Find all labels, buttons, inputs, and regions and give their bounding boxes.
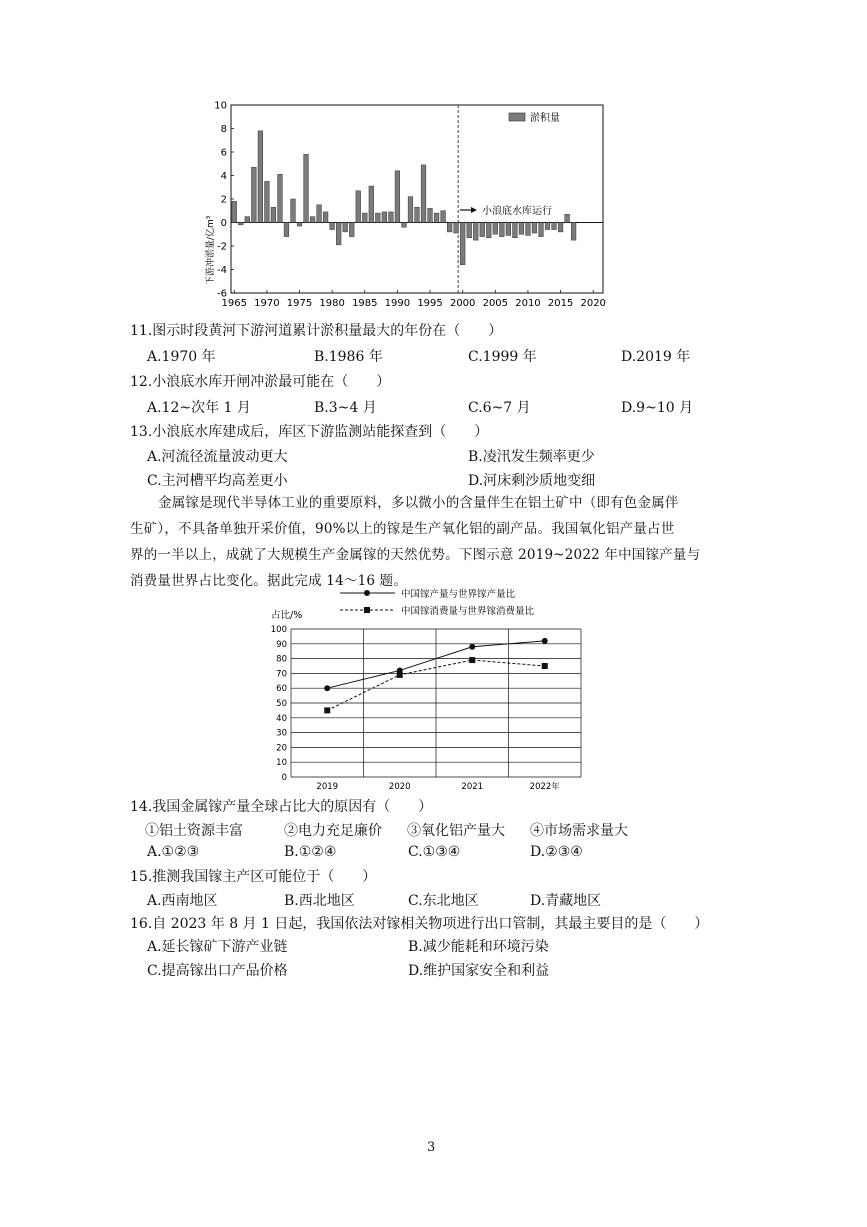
sediment-bar xyxy=(232,201,237,222)
q13-option-a[interactable]: A.河流径流量波动更大 xyxy=(147,449,288,465)
q11-option-a[interactable]: A.1970 年 xyxy=(147,349,216,365)
sediment-bar xyxy=(473,223,478,241)
sediment-bar xyxy=(238,223,243,225)
passage-line-1: 金属镓是现代半导体工业的重要原料，多以微小的含量伴生在铝土矿中（即有色金属伴 xyxy=(158,495,679,511)
sediment-bar xyxy=(454,223,459,234)
sediment-bar xyxy=(513,223,518,238)
q13-option-d[interactable]: D.河床剩沙质地变细 xyxy=(468,473,596,489)
sediment-bar xyxy=(402,223,407,228)
sediment-bar xyxy=(441,211,446,223)
chart2-legend-label-2: 中国镓消费量与世界镓消费量比 xyxy=(401,606,535,617)
chart1-legend-swatch xyxy=(509,113,525,121)
passage-line-2: 生矿），不具备单独开采价值，90%以上的镓是生产氧化铝的副产品。我国氧化铝产量占世 xyxy=(130,521,675,537)
sediment-bar xyxy=(291,199,296,223)
q16-option-d[interactable]: D.维护国家安全和利益 xyxy=(408,963,550,979)
sediment-bar xyxy=(526,223,531,236)
q14-item-1: ①铝土资源丰富 xyxy=(145,823,243,839)
q12-option-b[interactable]: B.3~4 月 xyxy=(314,400,377,416)
chart2-xtick-label: 2022年 xyxy=(529,782,560,792)
sediment-bar xyxy=(310,217,315,223)
chart2-ytick-label: 20 xyxy=(276,743,287,754)
q14-item-2: ②电力充足廉价 xyxy=(284,823,382,839)
q14-option-b[interactable]: B.①②④ xyxy=(284,844,337,860)
chart1-ytick-label: 4 xyxy=(220,171,227,182)
passage-line-3: 界的一半以上，成就了大规模生产金属镓的天然优势。下图示意 2019~2022 年中国镓产量与 xyxy=(130,547,701,563)
sediment-bar xyxy=(297,223,302,227)
sediment-bar xyxy=(304,154,309,222)
chart2-point-production xyxy=(469,644,475,650)
chart1-xtick-label: 1990 xyxy=(384,298,411,309)
sediment-bar xyxy=(369,186,374,222)
q11-option-b[interactable]: B.1986 年 xyxy=(314,349,383,365)
gallium-chart xyxy=(255,583,600,795)
chart1-ylabel: 下游冲淤量/亿m³ xyxy=(206,215,216,285)
chart2-ytick-label: 0 xyxy=(281,773,287,783)
q14-option-d[interactable]: D.②③④ xyxy=(530,844,583,860)
q15-option-b[interactable]: B.西北地区 xyxy=(284,893,355,909)
sediment-bar xyxy=(447,223,452,232)
sediment-bar xyxy=(480,223,485,237)
chart2-ytick-label: 70 xyxy=(276,669,287,680)
q11-option-c[interactable]: C.1999 年 xyxy=(468,349,537,365)
chart2-point-consumption xyxy=(542,663,548,669)
chart1-xtick-label: 2000 xyxy=(449,298,476,309)
chart2-legend-marker-1 xyxy=(364,590,370,596)
q12-option-d[interactable]: D.9~10 月 xyxy=(621,400,694,416)
sediment-bar xyxy=(408,197,413,223)
q12-stem: 12.小浪底水库开闸冲淤最可能在（ ） xyxy=(130,374,391,390)
sediment-bar xyxy=(467,223,472,238)
sediment-bar xyxy=(343,223,348,232)
chart1-xtick-label: 1965 xyxy=(221,298,247,309)
sediment-bar xyxy=(428,208,433,222)
q12-option-a[interactable]: A.12~次年 1 月 xyxy=(147,400,251,416)
sediment-bar xyxy=(565,214,570,222)
sediment-bar xyxy=(558,223,563,232)
chart1-ytick-label: 10 xyxy=(214,100,227,112)
chart2-legend-label-1: 中国镓产量与世界镓产量比 xyxy=(401,589,516,600)
chart1-xtick-label: 2020 xyxy=(580,298,606,309)
sediment-bar xyxy=(362,213,367,222)
chart1-ytick-label: -4 xyxy=(217,265,227,276)
q15-option-c[interactable]: C.东北地区 xyxy=(408,893,479,909)
sediment-bar xyxy=(265,181,270,222)
chart2-point-production xyxy=(324,685,330,691)
chart1-ytick-label: 2 xyxy=(220,194,227,206)
passage-line-4: 消费量世界占比变化。据此完成 14～16 题。 xyxy=(130,573,408,589)
sediment-bar xyxy=(382,212,387,223)
chart1-ytick-label: 0 xyxy=(220,218,227,229)
chart2-ytick-label: 80 xyxy=(276,654,287,665)
chart1-xtick-label: 2010 xyxy=(515,298,541,309)
page-number: 3 xyxy=(427,1140,436,1155)
chart2-ytick-label: 10 xyxy=(276,758,287,769)
chart2-ytick-label: 60 xyxy=(276,684,287,695)
chart2-xtick-label: 2021 xyxy=(461,782,484,792)
sediment-bar xyxy=(323,212,328,223)
sediment-bar xyxy=(545,223,550,230)
sediment-bar xyxy=(245,217,250,223)
chart2-point-production xyxy=(542,638,548,644)
sediment-chart xyxy=(195,95,615,315)
chart2-xtick-label: 2020 xyxy=(388,782,411,792)
chart2-xtick-label: 2019 xyxy=(316,782,339,792)
chart1-ytick-label: -6 xyxy=(217,288,227,300)
q15-option-d[interactable]: D.青藏地区 xyxy=(530,893,602,909)
sediment-bar xyxy=(317,205,322,223)
sediment-bar xyxy=(284,223,289,237)
sediment-bar xyxy=(336,223,341,245)
chart2-ytick-label: 40 xyxy=(276,713,287,724)
chart2-ytick-label: 100 xyxy=(270,625,287,635)
gallium-passage xyxy=(130,490,740,594)
chart1-annotation-arrowhead xyxy=(471,207,477,213)
sediment-bar xyxy=(389,212,394,223)
chart1-xtick-label: 2005 xyxy=(482,298,509,309)
sediment-bar xyxy=(434,213,439,222)
q12-option-c[interactable]: C.6~7 月 xyxy=(468,400,531,416)
q15-stem: 15.推测我国镓主产区可能位于（ ） xyxy=(130,869,377,885)
q14-item-3: ③氧化铝产量大 xyxy=(407,823,505,839)
sediment-bar xyxy=(330,223,335,230)
chart2-legend-marker-2 xyxy=(364,607,370,613)
sediment-bar xyxy=(415,207,420,222)
q16-stem: 16.自 2023 年 8 月 1 日起，我国依法对镓相关物项进行出口管制，其最主要目的是（ ） xyxy=(130,916,709,932)
q16-option-c[interactable]: C.提高镓出口产品价格 xyxy=(147,963,288,979)
q14-option-c[interactable]: C.①③④ xyxy=(408,844,461,860)
sediment-bar xyxy=(271,207,276,222)
sediment-bar xyxy=(493,223,498,235)
sediment-bar xyxy=(519,223,524,235)
sediment-bar xyxy=(258,131,263,223)
sediment-bar xyxy=(571,223,576,241)
chart1-legend-label: 淤积量 xyxy=(530,113,560,124)
chart1-xtick-label: 2015 xyxy=(547,298,574,309)
chart1-ytick-label: -2 xyxy=(217,241,227,253)
q16-option-a[interactable]: A.延长镓矿下游产业链 xyxy=(147,939,288,955)
chart2-ytick-label: 90 xyxy=(276,639,287,650)
sediment-bar xyxy=(421,165,426,223)
chart1-ytick-label: 6 xyxy=(220,147,227,159)
sediment-bar xyxy=(349,223,354,237)
sediment-bar xyxy=(532,223,537,234)
q14-item-4: ④市场需求量大 xyxy=(530,823,628,839)
sediment-bar xyxy=(375,213,380,222)
chart1-xtick-label: 1975 xyxy=(286,298,313,309)
chart2-ytick-label: 30 xyxy=(276,728,287,739)
q13-option-b[interactable]: B.凌汛发生频率更少 xyxy=(468,449,595,465)
sediment-bar xyxy=(506,223,511,236)
sediment-bar xyxy=(356,191,361,223)
sediment-bar xyxy=(539,223,544,237)
chart1-ytick-label: 8 xyxy=(220,124,227,135)
chart1-xtick-label: 1970 xyxy=(254,298,280,309)
chart1-xtick-label: 1995 xyxy=(417,298,443,309)
chart1-xtick-label: 1985 xyxy=(352,298,378,309)
sediment-bar xyxy=(278,174,283,222)
q16-option-b[interactable]: B.减少能耗和环境污染 xyxy=(408,939,549,955)
sediment-bar xyxy=(395,171,400,223)
sediment-bar xyxy=(499,223,504,237)
sediment-bar xyxy=(251,167,256,222)
chart2-ylabel: 占比/% xyxy=(271,610,303,621)
sediment-bar xyxy=(460,223,465,265)
q13-option-c[interactable]: C.主河槽平均高差更小 xyxy=(147,473,288,489)
q11-stem: 11.图示时段黄河下游河道累计淤积量最大的年份在（ ） xyxy=(130,323,503,339)
chart2-point-consumption xyxy=(397,672,403,678)
q14-option-a[interactable]: A.①②③ xyxy=(147,844,200,860)
q15-option-a[interactable]: A.西南地区 xyxy=(147,893,218,909)
chart1-xtick-label: 1980 xyxy=(319,298,345,309)
sediment-bar xyxy=(552,223,557,230)
chart1-annotation: 小浪底水库运行 xyxy=(482,206,552,217)
q11-option-d[interactable]: D.2019 年 xyxy=(621,349,691,365)
chart1-plot-frame xyxy=(231,105,603,293)
q14-stem: 14.我国金属镓产量全球占比大的原因有（ ） xyxy=(130,799,433,815)
chart2-ytick-label: 50 xyxy=(276,699,287,709)
q13-stem: 13.小浪底水库建成后，库区下游监测站能探查到（ ） xyxy=(130,424,489,440)
chart2-point-consumption xyxy=(324,707,330,713)
chart2-point-consumption xyxy=(469,657,475,663)
sediment-bar xyxy=(486,223,491,238)
